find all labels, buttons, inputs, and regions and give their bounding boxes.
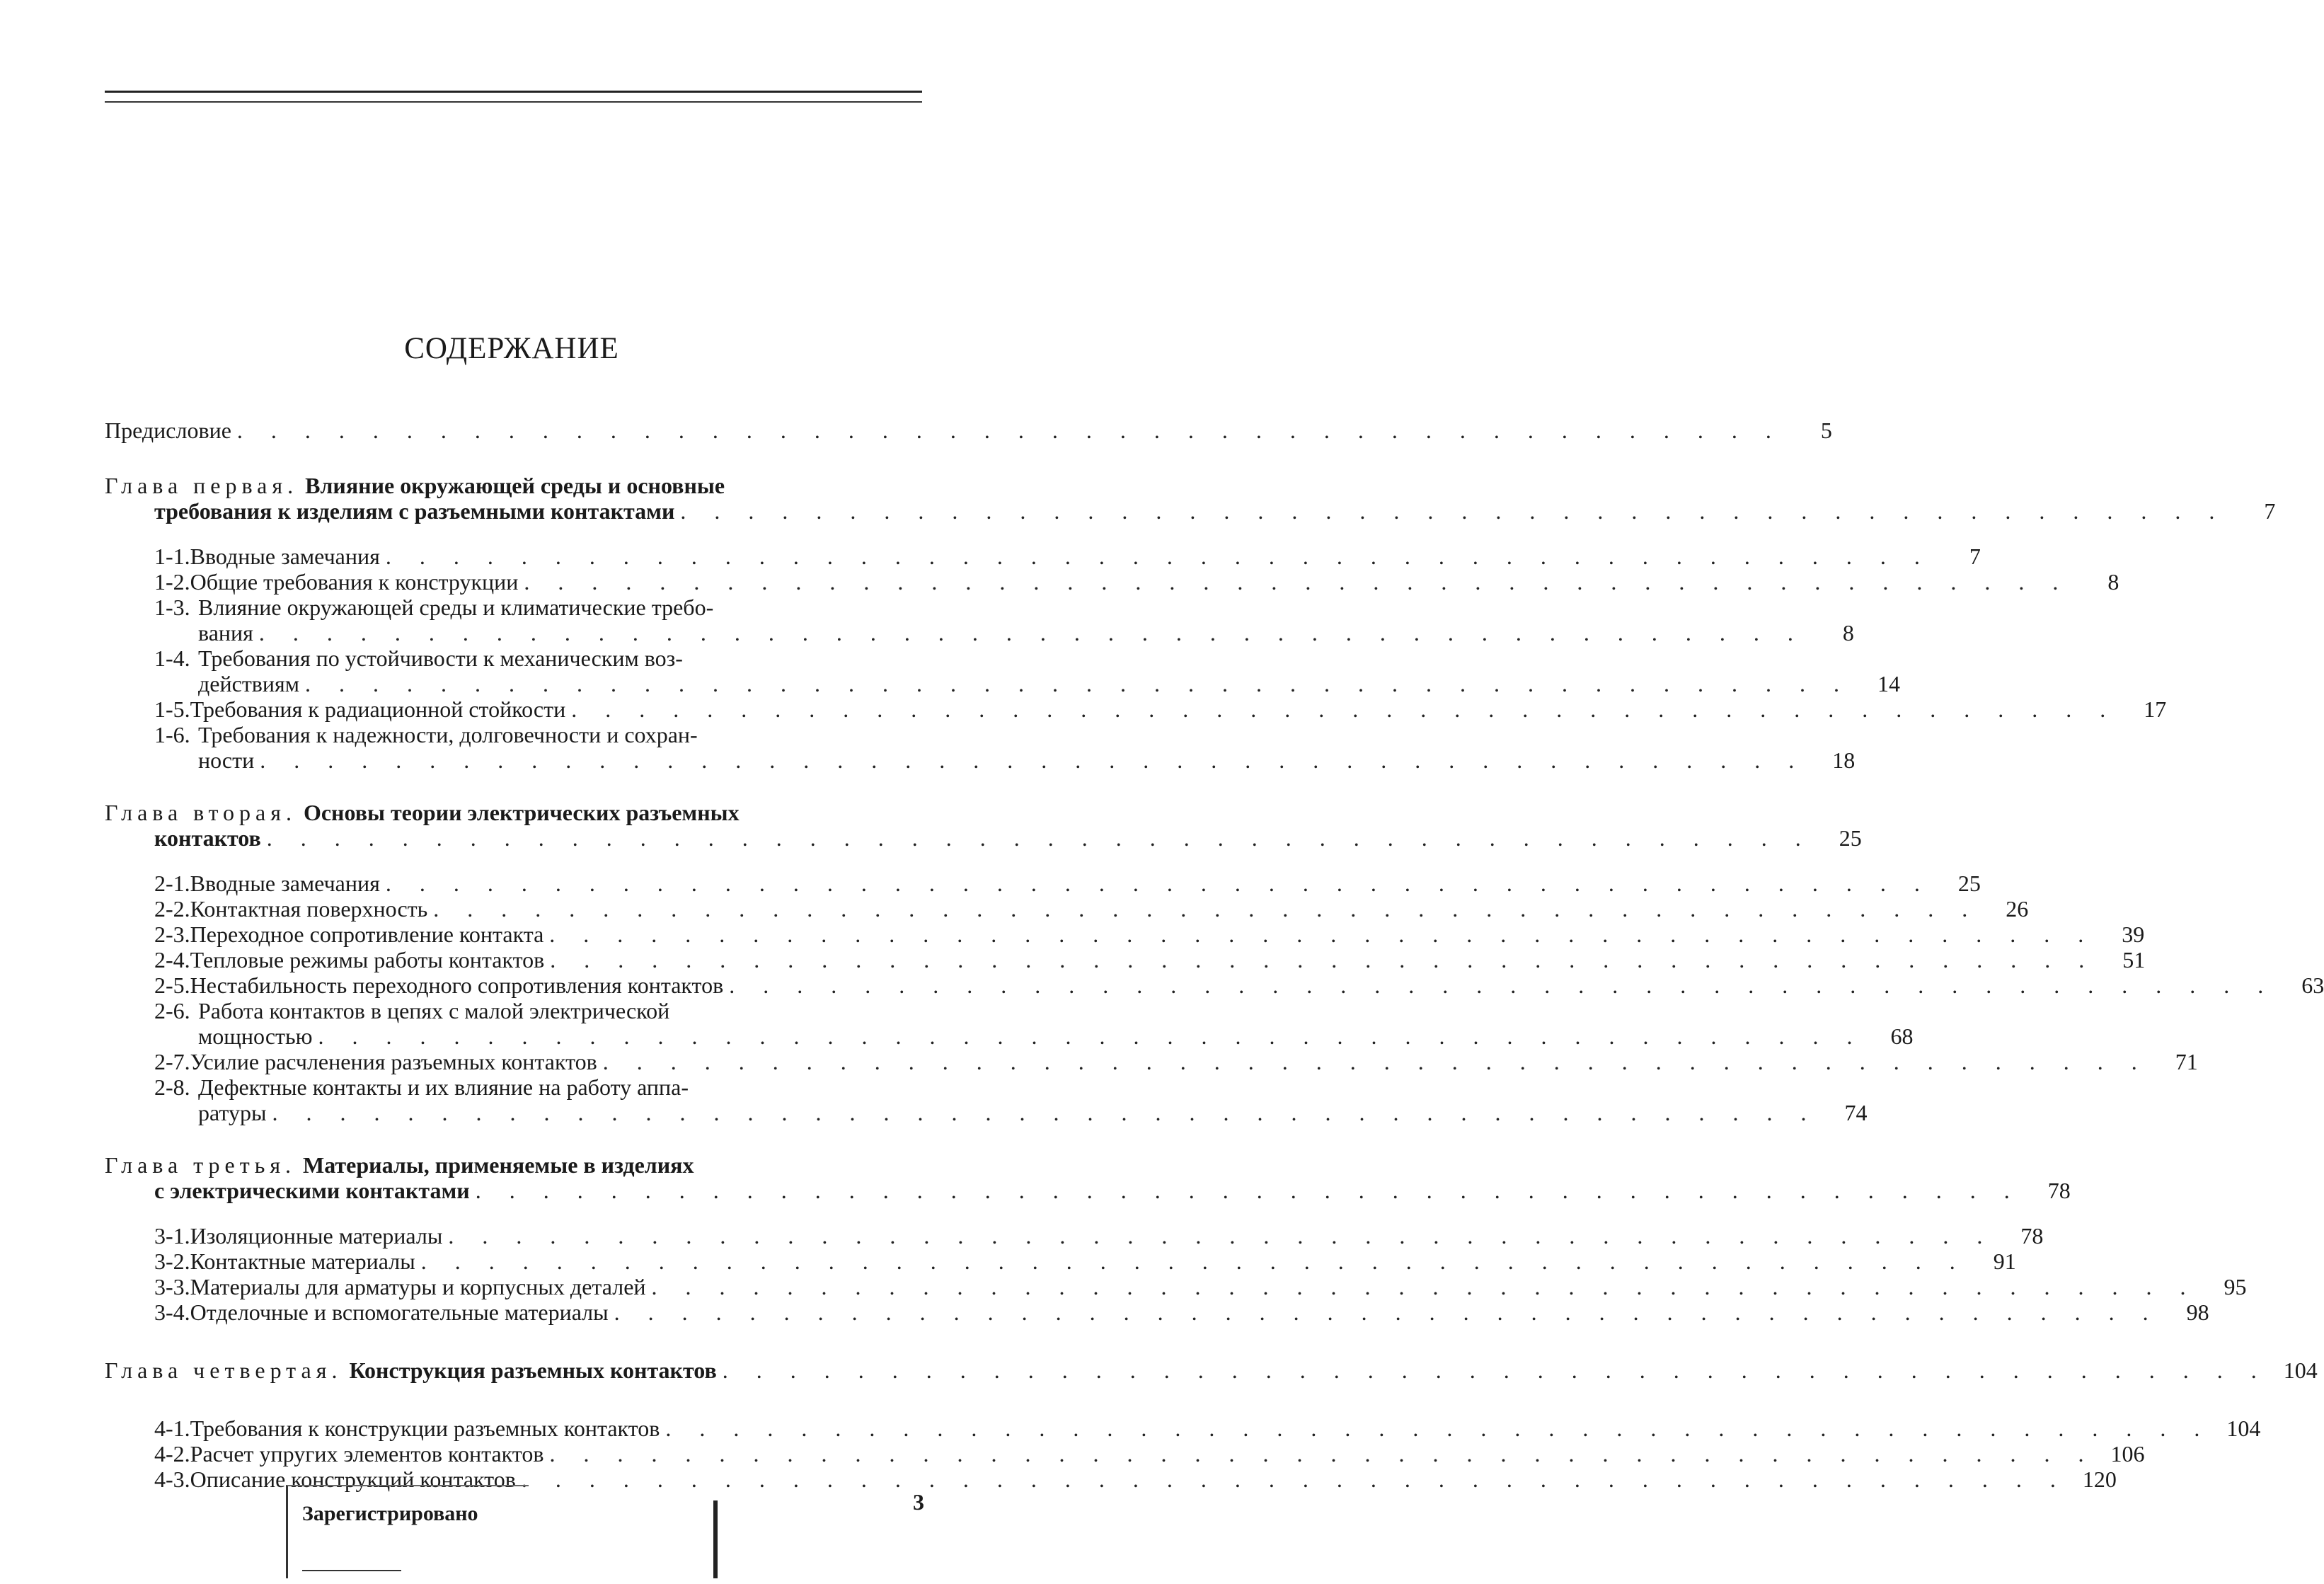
toc-line [154, 544, 1981, 569]
section-title: Отделочные и вспомогательные материалы [190, 1299, 609, 1325]
stamp-mark [713, 1500, 718, 1578]
toc-line [154, 1441, 2145, 1467]
page-ref: 71 [2175, 1049, 2198, 1074]
section-title: Контактная поверхность [190, 896, 428, 922]
dot-leader: . . . . . . . . . . . . . . . . . . . . . . . . . . . . . . . . . . . . . . . . . . . . . . [524, 569, 2070, 595]
section-number: 2-4. [154, 947, 190, 972]
section-number: 1-4. [154, 645, 190, 671]
chapter-title-cont: с электрическими контактами [154, 1178, 470, 1203]
toc-line [154, 1074, 926, 1100]
toc-line [154, 1467, 2117, 1492]
page-ref: 91 [1993, 1249, 2016, 1274]
section-title: Вводные замечания [190, 871, 380, 896]
page-ref: 78 [2047, 1178, 2071, 1203]
chapter-title: Конструкция разъемных контактов [349, 1358, 717, 1383]
dot-leader: . . . . . . . . . . . . . . . . . . . . . . . . . . . . . . . . . . . . . . . . . . . . . . [258, 620, 1805, 645]
toc-line [154, 1249, 2016, 1274]
toc-line [198, 1100, 1868, 1125]
dot-leader: . . . . . . . . . . . . . . . . . . . . . . . . . . . . . . . . . . . . . . . . . . . . . . [665, 1416, 2211, 1441]
toc-line [105, 418, 1832, 443]
dot-leader: . . . . . . . . . . . . . . . . . . . . . . . . . . . . . . . . . . . . . . . . . . . . . . [602, 1049, 2148, 1074]
section-number: 1-6. [154, 722, 190, 747]
page-ref: 104 [2283, 1358, 2318, 1383]
page-ref: 51 [2122, 947, 2146, 972]
chapter-title: Влияние окружающей среды и основные [305, 473, 725, 498]
dot-leader: . . . . . . . . . . . . . . . . . . . . . . . . . . . . . . . . . . . . . . . . . . . . . . [549, 922, 2095, 947]
section-title: Работа контактов в цепях с малой электрической [198, 998, 670, 1023]
toc-line [198, 671, 1900, 696]
dot-leader: . . . . . . . . . . . . . . . . . . . . . . . . . . . . . . . . . . . . . . . . . . . . . . [318, 1023, 1864, 1049]
toc-line [154, 972, 2324, 998]
toc-line [154, 696, 2167, 722]
page-title: СОДЕРЖАНИЕ [404, 332, 619, 365]
chapter-title-cont: требования к изделиям с разъемными контактами [154, 498, 675, 524]
section-number: 2-8. [154, 1074, 190, 1100]
page-ref: 39 [2122, 922, 2145, 947]
section-title: Вводные замечания [190, 544, 380, 569]
page-ref: 17 [2144, 696, 2167, 722]
dot-leader: . . . . . . . . . . . . . . . . . . . . . . . . . . . . . . . . . . . . . . . . . . . . . . [260, 747, 1806, 773]
dot-leader: . . . . . . . . . . . . . . . . . . . . . . . . . . . . . . . . . . . . . . . . . . . . . . [550, 947, 2096, 972]
toc-line [198, 620, 1854, 645]
section-title: Влияние окружающей среды и климатические требо- [198, 595, 714, 620]
toc-line [154, 922, 2145, 947]
section-title: Расчет упругих элементов контактов [190, 1441, 544, 1467]
section-title-cont: действиям [198, 671, 299, 696]
dot-leader: . . . . . . . . . . . . . . . . . . . . . . . . . . . . . . . . . . . . . . . . . . . . . . [521, 1467, 2067, 1492]
section-number: 4-2. [154, 1441, 190, 1467]
section-title: Требования к конструкции разъемных контактов [190, 1416, 660, 1441]
section-title: Требования к радиационной стойкости [190, 696, 566, 722]
toc-line [154, 722, 926, 747]
dot-leader: . . . . . . . . . . . . . . . . . . . . . . . . . . . . . . . . . . . . . . . . . . . . . . [448, 1223, 1994, 1249]
page-ref: 120 [2082, 1467, 2117, 1492]
section-title-cont: мощностью [198, 1023, 313, 1049]
toc-line [154, 1223, 2044, 1249]
chapter-prefix: Глава первая. [105, 473, 299, 498]
toc-line [154, 947, 2146, 972]
dot-leader: . . . . . . . . . . . . . . . . . . . . . . . . . . . . . . . . . . . . . . . . . . . . . . [549, 1441, 2095, 1467]
section-number: 3-3. [154, 1274, 190, 1299]
toc-line [154, 1274, 2247, 1299]
toc-line [198, 747, 1856, 773]
chapter-prefix: Глава четвертая. [105, 1358, 343, 1383]
page-ref: 8 [2107, 569, 2119, 595]
page-ref: 7 [1969, 544, 1981, 569]
dot-leader: . . . . . . . . . . . . . . . . . . . . . . . . . . . . . . . . . . . . . . . . . . . . . . [305, 671, 1851, 696]
section-title: Нестабильность переходного сопротивления контактов [190, 972, 724, 998]
page-ref: 8 [1842, 620, 1854, 645]
section-title-cont: вания [198, 620, 253, 645]
section-title: Требования по устойчивости к механическим воз- [198, 645, 683, 671]
toc-line [154, 569, 2119, 595]
section-title-cont: ности [198, 747, 255, 773]
page-ref: 106 [2110, 1441, 2145, 1467]
dot-leader: . . . . . . . . . . . . . . . . . . . . . . . . . . . . . . . . . . . . . . . . . . . . . . [266, 825, 1812, 851]
toc-line [154, 998, 926, 1023]
section-title: Материалы для арматуры и корпусных деталей [190, 1274, 646, 1299]
registration-stamp [286, 1485, 529, 1578]
dot-leader: . . . . . . . . . . . . . . . . . . . . . . . . . . . . . . . . . . . . . . . . . . . . . . [722, 1358, 2268, 1383]
page-ref: 5 [1820, 418, 1832, 443]
section-number: 4-1. [154, 1416, 190, 1441]
section-title: Контактные материалы [190, 1249, 415, 1274]
section-number: 1-2. [154, 569, 190, 595]
toc-line [105, 800, 926, 825]
section-number: 3-4. [154, 1299, 190, 1325]
section-number: 4-3. [154, 1467, 190, 1492]
section-title-cont: ратуры [198, 1100, 267, 1125]
section-title: Общие требования к конструкции [190, 569, 519, 595]
section-title: Дефектные контакты и их влияние на работу аппа- [198, 1074, 689, 1100]
dot-leader: . . . . . . . . . . . . . . . . . . . . . . . . . . . . . . . . . . . . . . . . . . . . . . [385, 544, 1931, 569]
page-ref: 7 [2264, 498, 2276, 524]
page-ref: 78 [2020, 1223, 2044, 1249]
section-number: 2-7. [154, 1049, 190, 1074]
chapter-prefix: Глава третья. [105, 1152, 297, 1178]
section-number: 2-1. [154, 871, 190, 896]
page-ref: 68 [1890, 1023, 1914, 1049]
chapter-prefix: Глава вторая. [105, 800, 297, 825]
dot-leader: . . . . . . . . . . . . . . . . . . . . . . . . . . . . . . . . . . . . . . . . . . . . . . [236, 418, 1783, 443]
dot-leader: . . . . . . . . . . . . . . . . . . . . . . . . . . . . . . . . . . . . . . . . . . . . . . [433, 896, 1979, 922]
section-number: 2-2. [154, 896, 190, 922]
dot-leader: . . . . . . . . . . . . . . . . . . . . . . . . . . . . . . . . . . . . . . . . . . . . . . [651, 1274, 2197, 1299]
section-title: Переходное сопротивление контакта [190, 922, 544, 947]
top-rule-thin [105, 101, 922, 103]
section-title: Изоляционные материалы [190, 1223, 443, 1249]
dot-leader: . . . . . . . . . . . . . . . . . . . . . . . . . . . . . . . . . . . . . . . . . . . . . . [420, 1249, 1967, 1274]
section-number: 2-6. [154, 998, 190, 1023]
page-ref: 98 [2186, 1299, 2209, 1325]
page-ref: 18 [1832, 747, 1856, 773]
section-title: Тепловые режимы работы контактов [190, 947, 545, 972]
section-number: 2-3. [154, 922, 190, 947]
stamp-signature-line [302, 1542, 401, 1571]
section-number: 3-2. [154, 1249, 190, 1274]
toc-line [154, 595, 926, 620]
dot-leader: . . . . . . . . . . . . . . . . . . . . . . . . . . . . . . . . . . . . . . . . . . . . . . [385, 871, 1931, 896]
toc-line [154, 825, 1862, 851]
dot-leader: . . . . . . . . . . . . . . . . . . . . . . . . . . . . . . . . . . . . . . . . . . . . . . [475, 1178, 2021, 1203]
chapter-title: Основы теории электрических разъемных [303, 800, 740, 825]
page-ref: 95 [2224, 1274, 2247, 1299]
section-number: 3-1. [154, 1223, 190, 1249]
toc-line [154, 1299, 2209, 1325]
toc-line [105, 473, 926, 498]
toc-line [154, 1178, 2071, 1203]
preface-label: Предисловие [105, 418, 231, 443]
toc-line [198, 1023, 1914, 1049]
dot-leader: . . . . . . . . . . . . . . . . . . . . . . . . . . . . . . . . . . . . . . . . . . . . . . [272, 1100, 1818, 1125]
dot-leader: . . . . . . . . . . . . . . . . . . . . . . . . . . . . . . . . . . . . . . . . . . . . . . [614, 1299, 2160, 1325]
section-number: 2-5. [154, 972, 190, 998]
page-ref: 63 [2301, 972, 2324, 998]
toc-line [105, 1152, 926, 1178]
page-ref: 74 [1844, 1100, 1868, 1125]
dot-leader: . . . . . . . . . . . . . . . . . . . . . . . . . . . . . . . . . . . . . . . . . . . . . . [729, 972, 2275, 998]
chapter-title: Материалы, применяемые в изделиях [303, 1152, 694, 1178]
chapter-title-cont: контактов [154, 825, 261, 851]
toc-line [154, 871, 1981, 896]
top-rule [105, 91, 922, 93]
page-ref: 25 [1839, 825, 1862, 851]
section-number: 1-3. [154, 595, 190, 620]
section-number: 1-5. [154, 696, 190, 722]
page-number: 3 [913, 1489, 924, 1515]
stamp-text: Зарегистрировано [302, 1502, 478, 1525]
section-title: Требования к надежности, долговечности и сохран- [198, 722, 698, 747]
section-title: Усилие расчленения разъемных контактов [190, 1049, 597, 1074]
toc-line [105, 1358, 2318, 1383]
toc-line [154, 1416, 2261, 1441]
page-ref: 25 [1957, 871, 1981, 896]
page-ref: 26 [2006, 896, 2029, 922]
dot-leader: . . . . . . . . . . . . . . . . . . . . . . . . . . . . . . . . . . . . . . . . . . . . . . [571, 696, 2117, 722]
section-number: 1-1. [154, 544, 190, 569]
dot-leader: . . . . . . . . . . . . . . . . . . . . . . . . . . . . . . . . . . . . . . . . . . . . . . [680, 498, 2226, 524]
toc-line [154, 896, 2029, 922]
toc-line [154, 1049, 2198, 1074]
section-title: Описание конструкций контактов [190, 1467, 516, 1492]
page-ref: 14 [1877, 671, 1900, 696]
toc-line [154, 645, 926, 671]
page-ref: 104 [2226, 1416, 2261, 1441]
toc-line [154, 498, 2276, 524]
